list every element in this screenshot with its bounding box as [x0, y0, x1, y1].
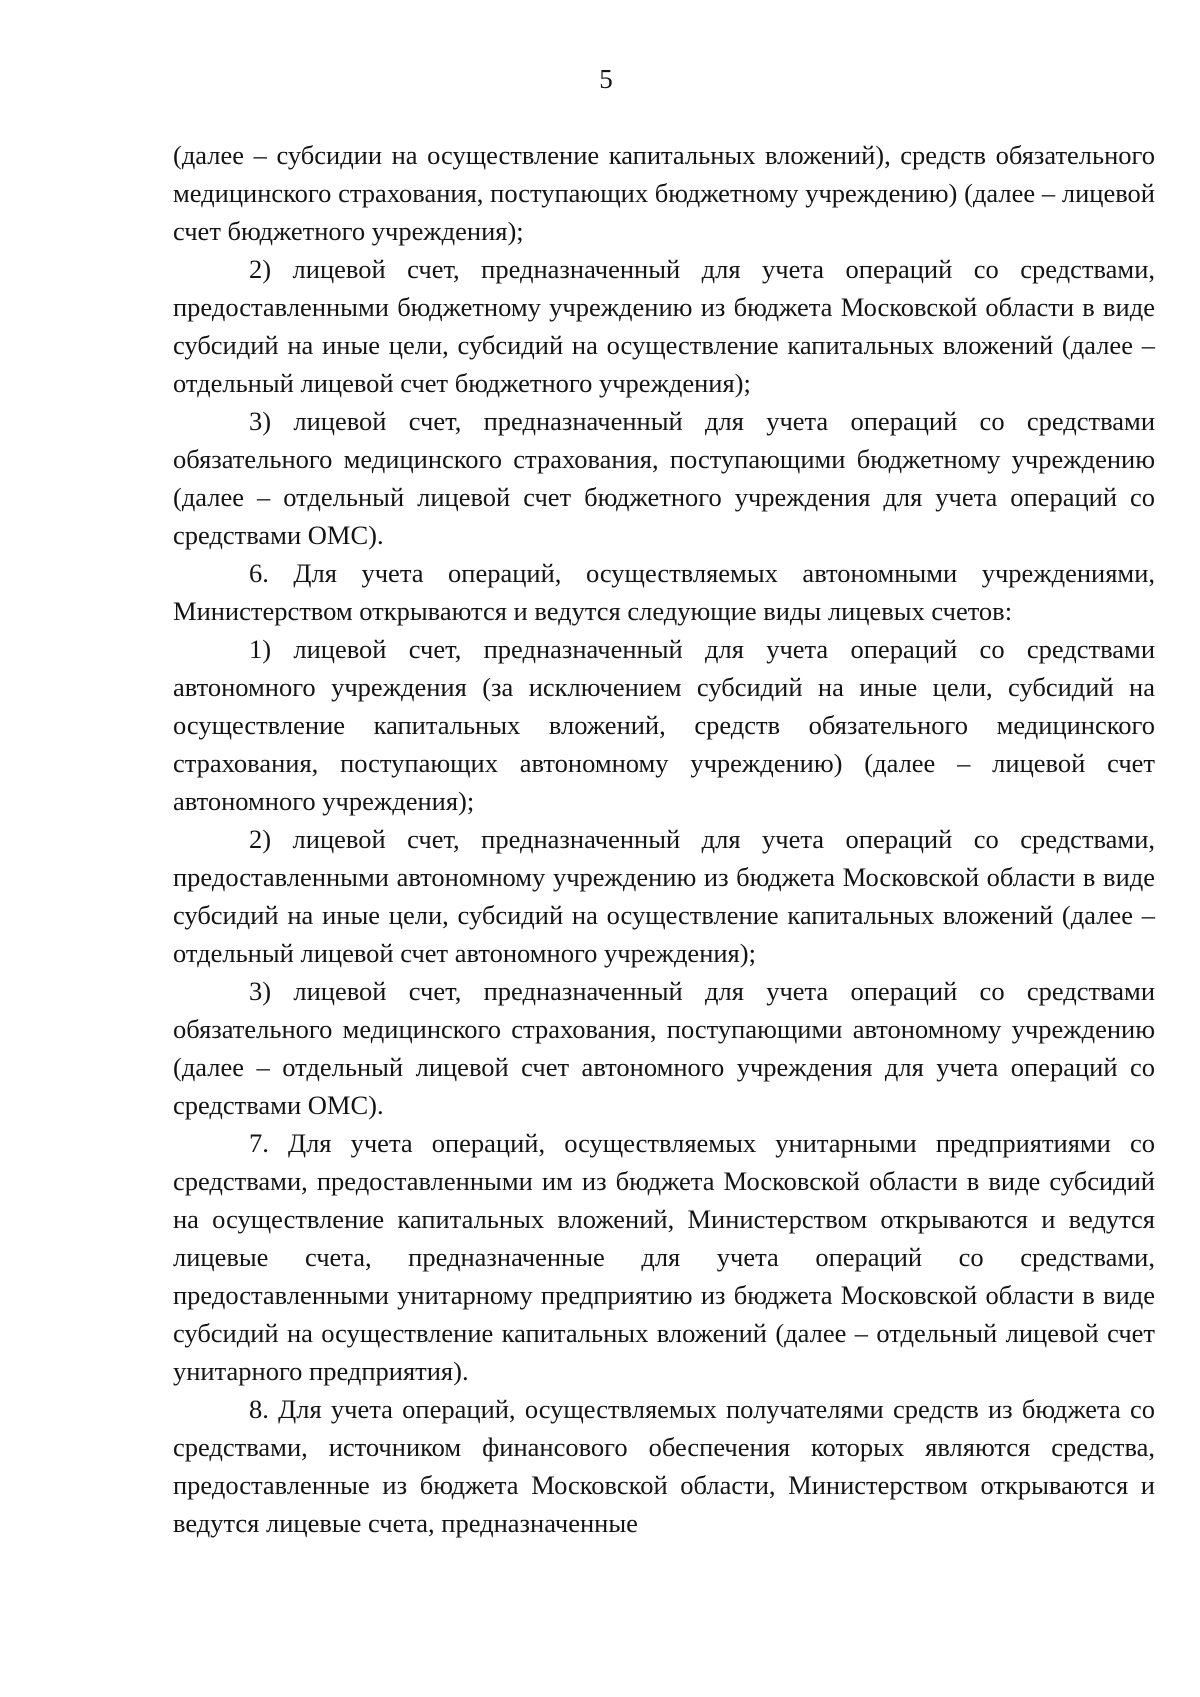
- document-body: [173, 136, 1155, 1542]
- paragraph-item-2-autonomous: 2) лицевой счет, предназначенный для учета операций со средствами, предоставленными автономному учреждению из бюджета Московской области в виде субсидий на иные цели, субсидий на осуществление капитальных вложений (далее – отдельный лицевой счет автономного учреждения);: [173, 824, 1155, 968]
- paragraph-continuation: (далее – субсидии на осуществление капитальных вложений), средств обязательного медицинского страхования, поступающих бюджетному учреждению) (далее – лицевой счет бюджетного учреждения);: [173, 140, 1155, 246]
- paragraph-item-3-autonomous: 3) лицевой счет, предназначенный для учета операций со средствами обязательного медицинского страхования, поступающими автономному учреждению (далее – отдельный лицевой счет автономного учреждения для учета операций со средствами ОМС).: [173, 976, 1155, 1120]
- paragraph-section-8: 8. Для учета операций, осуществляемых получателями средств из бюджета со средствами, источником финансового обеспечения которых являются средства, предоставленные из бюджета Московской области, Министерством открываются и ведутся лицевые счета, предназначенные: [173, 1394, 1155, 1538]
- paragraph-item-2-budget: 2) лицевой счет, предназначенный для учета операций со средствами, предоставленными бюджетному учреждению из бюджета Московской области в виде субсидий на иные цели, субсидий на осуществление капитальных вложений (далее – отдельный лицевой счет бюджетного учреждения);: [173, 254, 1155, 398]
- paragraph-section-6: 6. Для учета операций, осуществляемых автономными учреждениями, Министерством открываются и ведутся следующие виды лицевых счетов:: [173, 558, 1155, 626]
- paragraph-section-7: 7. Для учета операций, осуществляемых унитарными предприятиями со средствами, предоставленными им из бюджета Московской области в виде субсидий на осуществление капитальных вложений, Министерством открываются и ведутся лицевые счета, предназначенные для учета операций со средствами, предоставленными унитарному предприятию из бюджета Московской области в виде субсидий на осуществление капитальных вложений (далее – отдельный лицевой счет унитарного предприятия).: [173, 1128, 1155, 1386]
- paragraph-item-3-budget: 3) лицевой счет, предназначенный для учета операций со средствами обязательного медицинского страхования, поступающими бюджетному учреждению (далее – отдельный лицевой счет бюджетного учреждения для учета операций со средствами ОМС).: [173, 406, 1155, 550]
- page-number: 5: [599, 64, 613, 94]
- paragraph-item-1-autonomous: 1) лицевой счет, предназначенный для учета операций со средствами автономного учреждения (за исключением субсидий на иные цели, субсидий на осуществление капитальных вложений, средств обязательного медицинского страхования, поступающих автономному учреждению) (далее – лицевой счет автономного учреждения);: [173, 634, 1155, 816]
